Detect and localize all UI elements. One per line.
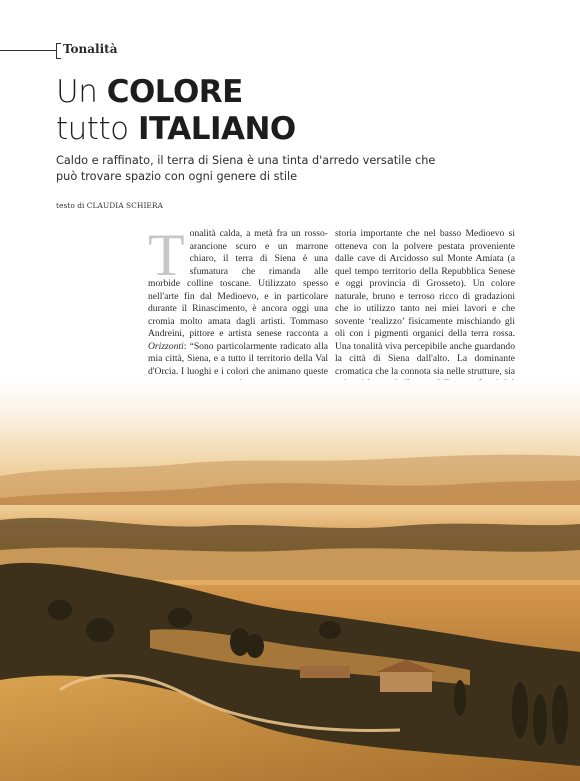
section-bracket [56,43,61,59]
tuscany-landscape-photo [0,380,580,781]
title-line2-bold: ITALIANO [137,111,296,147]
landscape-illustration [0,380,580,781]
column-1-text-start: onalità calda, a metà fra un rosso-arancione scuro e un marrone chiaro, il terra di Siena è una sfumatura che rimanda alle morbide colline toscane. Utilizzato spesso nell'arte fin dal Medioevo, e in particolare durante il Rinascimento, è ancora oggi una cromia molto amata dagli artisti. Tommaso Andreini, pittore e artista senese racconta a [148,228,328,339]
byline: testo di CLAUDIA SCHIERA [56,201,163,210]
title-line2-light: tutto [56,111,138,147]
magazine-name: Orizzonti [148,340,184,352]
article-title [56,74,296,148]
section-label: Tonalità [63,42,118,56]
column-1-text-end: : “Sono particolarmente radicato alla mia città, Siena, e a tutto il territorio della Val d'Orcia. I luoghi e i colori che animano queste [148,340,328,377]
section-rule [0,50,56,51]
title-line1-bold: COLORE [106,74,243,110]
dropcap: T [148,222,185,288]
article-subtitle: Caldo e raffinato, il terra di Siena è una tinta d'arredo versatile che può trovare spazio con ogni genere di stile [56,154,436,183]
article-column-2: storia importante che nel basso Medioevo si otteneva con la polvere pestata proveniente dalle cave di Arcidosso sul Monte Amiata (a quel tempo territorio della Repubblica Senese e oggi provincia di Grosseto). Un colore naturale, bruno e terroso ricco di gradazioni che io utilizzo tanto nei miei lavori e che sovente ‘realizzo’ fisicamente mischiando gli oli con i pigmenti organici della terra rossa. Una tonalità viva percepibile anche guardando la città di Siena dall'alto. La dominante cromatica che la connota sia nelle strutture, sia [335,228,515,377]
title-line1-light: Un [56,74,107,110]
